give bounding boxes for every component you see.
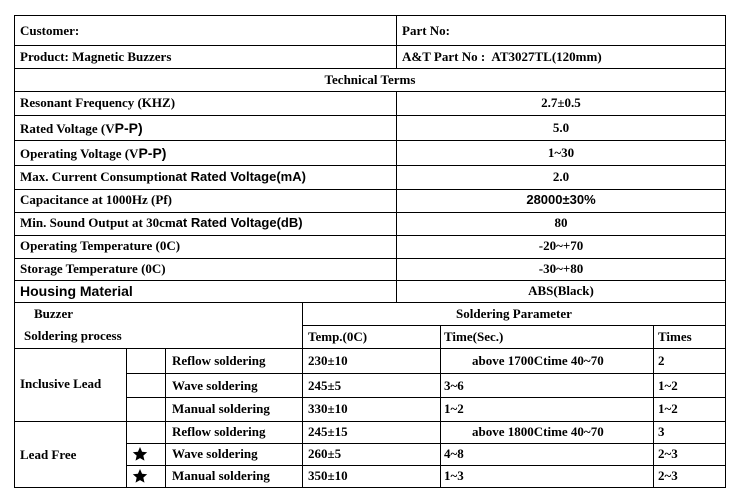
spec-value-operating-voltage: 1~30 (547, 145, 575, 160)
part-no-label: Part No: (402, 23, 451, 38)
method-cell: Wave soldering (172, 378, 258, 393)
label-part: (mA) (276, 169, 306, 184)
spec-value-operating-temperature: -20~+70 (538, 238, 584, 253)
temp-cell: 350±10 (308, 468, 348, 483)
rule (14, 302, 726, 303)
times-cell: 1~2 (658, 401, 678, 416)
spec-value-capacitance: 28000±30% (526, 192, 596, 207)
times-cell: 2 (658, 353, 665, 368)
label-part: at Rated Voltage (175, 169, 277, 184)
time-cell: 4~8 (444, 446, 464, 461)
time-cell: 3~6 (444, 378, 464, 393)
rule (14, 258, 726, 259)
times-cell: 3 (658, 424, 665, 439)
group-name-lead-free: Lead Free (20, 447, 77, 462)
label-part: Operating Voltage (V (20, 146, 139, 161)
rule (14, 165, 726, 166)
label-part: ) (137, 120, 143, 136)
temp-cell: 230±10 (308, 353, 348, 368)
method-cell: Reflow soldering (172, 424, 266, 439)
temp-cell: 330±10 (308, 401, 348, 416)
section-title: Technical Terms (324, 72, 416, 87)
label-part: P-P (114, 120, 138, 136)
spec-value-max-current: 2.0 (552, 169, 570, 184)
times-cell: 2~3 (658, 446, 678, 461)
spec-label-capacitance: Capacitance at 1000Hz (Pf) (20, 192, 172, 207)
soldering-parameter-label: Soldering Parameter (456, 306, 572, 321)
time-cell: 1~2 (444, 401, 464, 416)
at-part-no-value: AT3027TL(120mm) (491, 49, 602, 64)
col-times: Times (658, 329, 692, 344)
rule (126, 465, 726, 466)
rule (14, 421, 726, 422)
rule (14, 235, 726, 236)
spec-value-sound-output: 80 (554, 215, 568, 230)
method-cell: Manual soldering (172, 401, 270, 416)
rule (14, 115, 726, 116)
rule (14, 15, 726, 16)
temp-cell: 260±5 (308, 446, 342, 461)
method-cell: Wave soldering (172, 446, 258, 461)
spec-label-operating-temperature: Operating Temperature (0C) (20, 238, 181, 253)
spec-value-resonant-frequency: 2.7±0.5 (541, 95, 581, 110)
rule (126, 397, 726, 398)
rule (396, 15, 397, 69)
rule (302, 302, 303, 488)
at-part-no-label: A&T Part No : (402, 49, 486, 64)
rule (14, 348, 726, 349)
spec-label-operating-voltage (20, 146, 166, 161)
black-star-icon (132, 446, 148, 462)
buzzer-label: Buzzer (34, 306, 73, 321)
spec-label-housing-material: Housing Material (20, 283, 133, 299)
label-part: Rated Voltage (V (20, 121, 115, 136)
method-cell: Reflow soldering (172, 353, 266, 368)
col-time: Time(Sec.) (444, 329, 504, 344)
spec-sheet-table (14, 15, 726, 487)
rule (14, 280, 726, 281)
spec-label-max-current (20, 170, 306, 184)
rule (126, 373, 726, 374)
rule (14, 68, 726, 69)
rule (653, 325, 654, 488)
spec-label-storage-temperature: Storage Temperature (0C) (20, 261, 166, 276)
rule (14, 91, 726, 92)
soldering-process-label: Soldering process (24, 328, 122, 343)
temp-cell: 245±5 (308, 378, 342, 393)
spec-value-rated-voltage: 5.0 (552, 120, 570, 135)
times-cell: 2~3 (658, 468, 678, 483)
time-cell: above 1800Ctime 40~70 (472, 424, 604, 439)
at-part-no (402, 50, 602, 64)
spec-label-sound-output (20, 216, 303, 230)
rule (14, 140, 726, 141)
label-part: ) (161, 145, 167, 161)
col-temp: Temp.(0C) (308, 329, 368, 344)
rule (440, 325, 441, 488)
rule (14, 45, 726, 46)
label-part: Max. Current Consumption (20, 169, 176, 184)
spec-value-housing-material: ABS(Black) (528, 283, 594, 298)
label-part: (dB) (276, 215, 303, 230)
time-cell: 1~3 (444, 468, 464, 483)
black-star-icon (132, 468, 148, 484)
rule (14, 189, 726, 190)
customer-label: Customer: (20, 23, 80, 38)
spec-label-resonant-frequency: Resonant Frequency (KHZ) (20, 95, 176, 110)
rule (126, 348, 127, 488)
rule (165, 348, 166, 488)
temp-cell: 245±15 (308, 424, 348, 439)
label-part: at Rated Voltage (175, 215, 277, 230)
label-part: Min. Sound Output at 30cm (20, 215, 176, 230)
rule (126, 443, 726, 444)
time-cell: above 1700Ctime 40~70 (472, 353, 604, 368)
label-part: P-P (138, 145, 162, 161)
method-cell: Manual soldering (172, 468, 270, 483)
group-name-inclusive-lead: Inclusive Lead (20, 376, 102, 391)
rule (14, 212, 726, 213)
rule (14, 487, 726, 488)
spec-value-storage-temperature: -30~+80 (538, 261, 584, 276)
rule (302, 325, 726, 326)
spec-label-rated-voltage (20, 121, 143, 136)
product-label: Product: Magnetic Buzzers (20, 49, 172, 64)
times-cell: 1~2 (658, 378, 678, 393)
